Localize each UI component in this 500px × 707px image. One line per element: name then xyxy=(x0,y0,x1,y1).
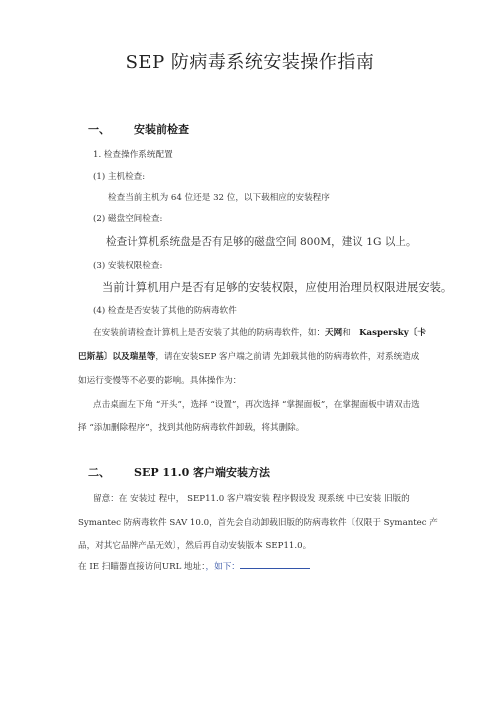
url-underline xyxy=(240,559,310,569)
install-note-line-3: 品，对其它品牌产品无效〕，然后再自动安装版本 SEP11.0。 xyxy=(78,541,312,551)
item-1-heading: 1. 检查操作系统配置 xyxy=(93,150,173,160)
uninstall-steps-line-1: 点击桌面左下角 “开头”，选择 “设置”，再次选择 “掌握面板”，在掌握面板中请双击选 xyxy=(93,400,420,410)
antivirus-paragraph-line-1: 在安装前请检查计算机上是否安装了其他的防病毒软件，如：天网和 Kaspersky〔卡 xyxy=(93,328,426,338)
install-note-line-1: 留意：在 安装过 程中， SEP11.0 客户端安装 程序假设发 现系统 中已安装 旧版的 xyxy=(93,494,410,504)
permission-check-label: (3) 安装权限检查: xyxy=(93,261,163,271)
uninstall-steps-line-2: 择 “添加删除程序”，找到其他防病毒软件卸载，将其删除。 xyxy=(78,423,305,433)
antivirus-paragraph-line-2: 巴斯基〕以及瑞星等，请在安装SEP 客户端之前请 先卸载其他的防病毒软件，对系统造成 xyxy=(78,352,420,362)
antivirus-paragraph-line-3: 如运行变慢等不必要的影响。具体操作为： xyxy=(78,376,242,386)
disk-check-label: (2) 磁盘空间检查: xyxy=(93,214,163,224)
access-url-line: 在 IE 扫瞄器直接访问URL 地址：，如下： xyxy=(78,559,310,572)
permission-check-text: 当前计算机用户是否有足够的安装权限，应使用治理员权限进展安装。 xyxy=(102,281,453,294)
antivirus-check-label: (4) 检查是否安装了其他的防病毒软件 xyxy=(93,306,237,316)
host-check-text: 检查当前主机为 64 位还是 32 位，以下载相应的安装程序 xyxy=(108,193,330,203)
section-2-title: SEP 11.0 客户端安装方法 xyxy=(134,466,271,479)
section-1-number: 一、 xyxy=(88,123,110,136)
host-check-label: (1) 主机检查: xyxy=(93,172,146,182)
section-2-number: 二、 xyxy=(88,466,110,479)
section-1-title: 安装前检查 xyxy=(134,123,189,136)
install-note-line-2: Symantec 防病毒软件 SAV 10.0，首先会自动卸载旧版的防病毒软件〔仅限于 Symantec 产 xyxy=(78,518,438,528)
disk-check-text: 检查计算机系统盘是否有足够的磁盘空间 800M，建议 1G 以上。 xyxy=(106,236,417,248)
url-link[interactable]: ，如下： xyxy=(205,562,240,572)
document-title: SEP 防病毒系统安装操作指南 xyxy=(125,52,375,73)
